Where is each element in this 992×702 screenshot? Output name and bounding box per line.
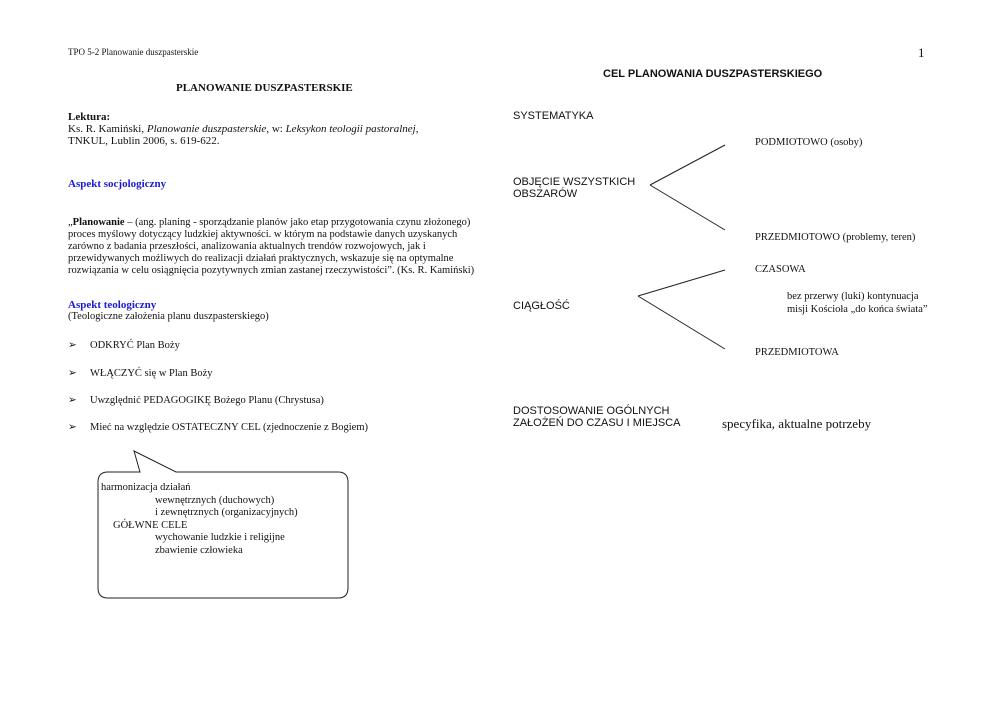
ciaglosc-label: CIĄGŁOŚĆ — [513, 300, 570, 312]
lektura-author: Ks. R. Kamiński, — [68, 123, 147, 135]
aspekt-teologiczny-subtitle: (Teologiczne założenia planu duszpasterskiego) — [68, 311, 269, 322]
dostosowanie-line: ZAŁOŻEŃ DO CZASU I MIEJSCA — [513, 417, 681, 429]
lektura-label: Lektura: — [68, 111, 111, 123]
przedmiotowo-label: PRZEDMIOTOWO (problemy, teren) — [755, 232, 916, 243]
right-title: CEL PLANOWANIA DUSZPASTERSKIEGO — [603, 68, 823, 80]
objecie-line: OBJĘCIE WSZYSTKICH — [513, 176, 636, 188]
page-number: 1 — [918, 45, 925, 60]
callout-line: harmonizacja działań — [101, 482, 191, 493]
bullet-arrow-icon: ➢ — [68, 340, 77, 351]
callout-line: i zewnętrznych (organizacyjnych) — [155, 507, 298, 518]
callout-line: wewnętrznych (duchowych) — [155, 494, 275, 506]
bullet-text: WŁĄCZYĆ się w Plan Boży — [90, 368, 213, 379]
aspekt-socjologiczny-heading: Aspekt socjologiczny — [68, 178, 167, 190]
callout-line: GÓŁWNE CELE — [113, 519, 188, 531]
bullet-arrow-icon: ➢ — [68, 368, 77, 379]
lektura-book-title: Planowanie duszpasterskie — [146, 123, 267, 135]
bez-przerwy-line: bez przerwy (luki) kontynuacja — [787, 291, 919, 302]
connector-przedmiotowo — [650, 185, 725, 230]
lektura-lexicon-title: Leksykon teologii pastoralnej — [285, 123, 416, 135]
objecie-line: OBSZARÓW — [513, 188, 578, 200]
bullet-text: ODKRYĆ Plan Boży — [90, 340, 180, 351]
bez-przerwy-line: misji Kościoła „do końca świata” — [787, 304, 928, 315]
podmiotowo-label: PODMIOTOWO (osoby) — [755, 137, 863, 148]
czasowa-label: CZASOWA — [755, 264, 806, 275]
bullet-text: Mieć na względzie OSTATECZNY CEL (zjednoczenie z Bogiem) — [90, 422, 368, 433]
document-title: PLANOWANIE DUSZPASTERSKIE — [176, 82, 353, 94]
bullet-arrow-icon: ➢ — [68, 422, 77, 433]
lektura-publisher: TNKUL, Lublin 2006, s. 619-622. — [68, 135, 220, 147]
przedmiotowa-label: PRZEDMIOTOWA — [755, 347, 839, 358]
running-header: TPO 5-2 Planowanie duszpasterskie — [68, 47, 199, 57]
dostosowanie-line: DOSTOSOWANIE OGÓLNYCH — [513, 405, 670, 417]
aspekt-teologiczny-heading: Aspekt teologiczny — [68, 299, 157, 311]
connector-czasowa — [638, 270, 725, 296]
connector-podmiotowo — [650, 145, 725, 185]
definition-open-quote: „ — [68, 217, 73, 228]
lektura-comma: , — [415, 123, 419, 135]
definition-term: Planowanie — [72, 217, 125, 228]
specyfika-label: specyfika, aktualne potrzeby — [722, 416, 872, 431]
lektura-separator: , w: — [266, 123, 286, 135]
bullet-text: Uwzględnić PEDAGOGIKĘ Bożego Planu (Chrystusa) — [90, 395, 324, 406]
callout-line: zbawienie człowieka — [155, 544, 243, 556]
definition-body: – (ang. planing - sporządzanie planów jako etap przygotowania czynu złożonego) proces myślowy dotyczący ludzkiej aktywności. w którym na podstawie danych uzyskanych zarówno z badania przeszłości, analizowania aktualnych trendów rozwojowych, jak i przewidywanych możliwych do realizacji działań praktycznych, wskazuje się na optymalne rozwiązania w celu osiągnięcia pozytywnych zmian zastanej rzeczywistości”. (Ks. R. Kamiński) — [68, 217, 475, 276]
bullet-arrow-icon: ➢ — [68, 395, 77, 406]
connector-przedmiotowa — [638, 296, 725, 349]
systematyka-label: SYSTEMATYKA — [513, 110, 594, 122]
callout-line: wychowanie ludzkie i religijne — [155, 532, 285, 543]
